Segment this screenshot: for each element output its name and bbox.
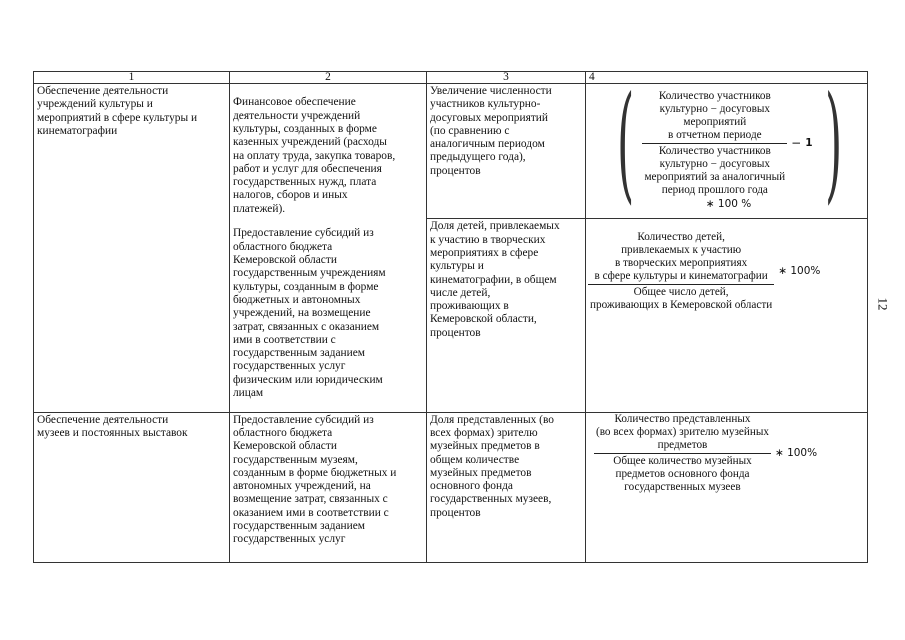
formula-denominator: Количество участников культурно − досуговых мероприятий за аналогичный период прошлого года [644,144,786,196]
indicator-table [33,71,868,563]
header-row [34,72,868,84]
percent-factor: ∗ 100 % [705,198,752,210]
formula-children [588,231,820,312]
measures-culture-subsidies: Предоставление субсидий из областного бюджета Кемеровской области государственным учреждениям культуры, созданным в форме бюджетных и автономных учреждений, на возмещение затрат, связанных с оказанием ими в соответствии с государственным заданием государственных услуг физическим или юридическим лицам [233,227,386,400]
indicator-participants: Увеличение численности участников культурно- досуговых мероприятий (по сравнению с аналогичным периодом предыдущего года), процентов [427,84,586,219]
formula-children-cell [586,219,868,412]
table-row [34,84,868,219]
minus-sign: − [791,135,802,150]
indicator-museum-items: Доля представленных (во всех формах) зрителю музейных предметов в общем количестве музейных предметов основного фонда государственных музеев, процентов [427,412,586,562]
fraction [588,231,774,312]
measures-museums: Предоставление субсидий из областного бюджета Кемеровской области государственным музеям, созданным в форме бюджетных и автономных учреждений, на возмещение затрат, связанных с оказанием ими в соответствии с государственным заданием государственных услуг [230,412,427,562]
percent-factor: ∗ 100% [778,265,821,278]
table-row [34,412,868,562]
measures-culture [230,84,427,413]
formula-participants-cell [586,69,868,219]
indicator-children-share: Доля детей, привлекаемых к участию в творческих мероприятиях в сфере культуры и кинематографии, в общем числе детей, проживающих в Кемеровской области, процентов [427,219,586,412]
formula-participants [592,69,867,216]
activity-museums: Обеспечение деятельности музеев и постоянных выставок [34,412,230,562]
formula-museum-cell [586,412,868,562]
header-col-4: 4 [586,72,868,84]
header-col-3: 3 [427,72,586,84]
measures-culture-financing: Финансовое обеспечение деятельности учреждений культуры, созданных в форме казенных учреждений (расходы на оплату труда, закупка товаров, работ и услуг для обеспечения государственных нужд, плата налогов, сборов и иных платежей). [233,96,396,215]
header-col-2: 2 [230,72,427,84]
formula-numerator: Количество детей, привлекаемых к участию в творческих мероприятиях в сфере культуры и кинематографии [588,231,774,285]
left-paren: ( [617,69,635,216]
right-paren: ) [824,69,842,216]
formula-numerator: Количество участников культурно − досуговых мероприятий в отчетном периоде [642,90,787,144]
fraction [594,413,771,494]
formula-denominator: Общее количество музейных предметов основного фонда государственных музеев [613,454,752,493]
fraction [642,90,787,197]
activity-culture: Обеспечение деятельности учреждений культуры и мероприятий в сфере культуры и кинематографии [34,84,230,413]
percent-factor: ∗ 100% [774,446,818,459]
one-value: 1 [805,136,813,149]
formula-denominator: Общее число детей, проживающих в Кемеровской области [590,286,773,312]
formula-museum [594,413,817,494]
page-number: 12 [875,297,891,311]
header-col-1: 1 [34,72,230,84]
formula-numerator: Количество представленных (во всех формах) зрителю музейных предметов [594,413,771,454]
